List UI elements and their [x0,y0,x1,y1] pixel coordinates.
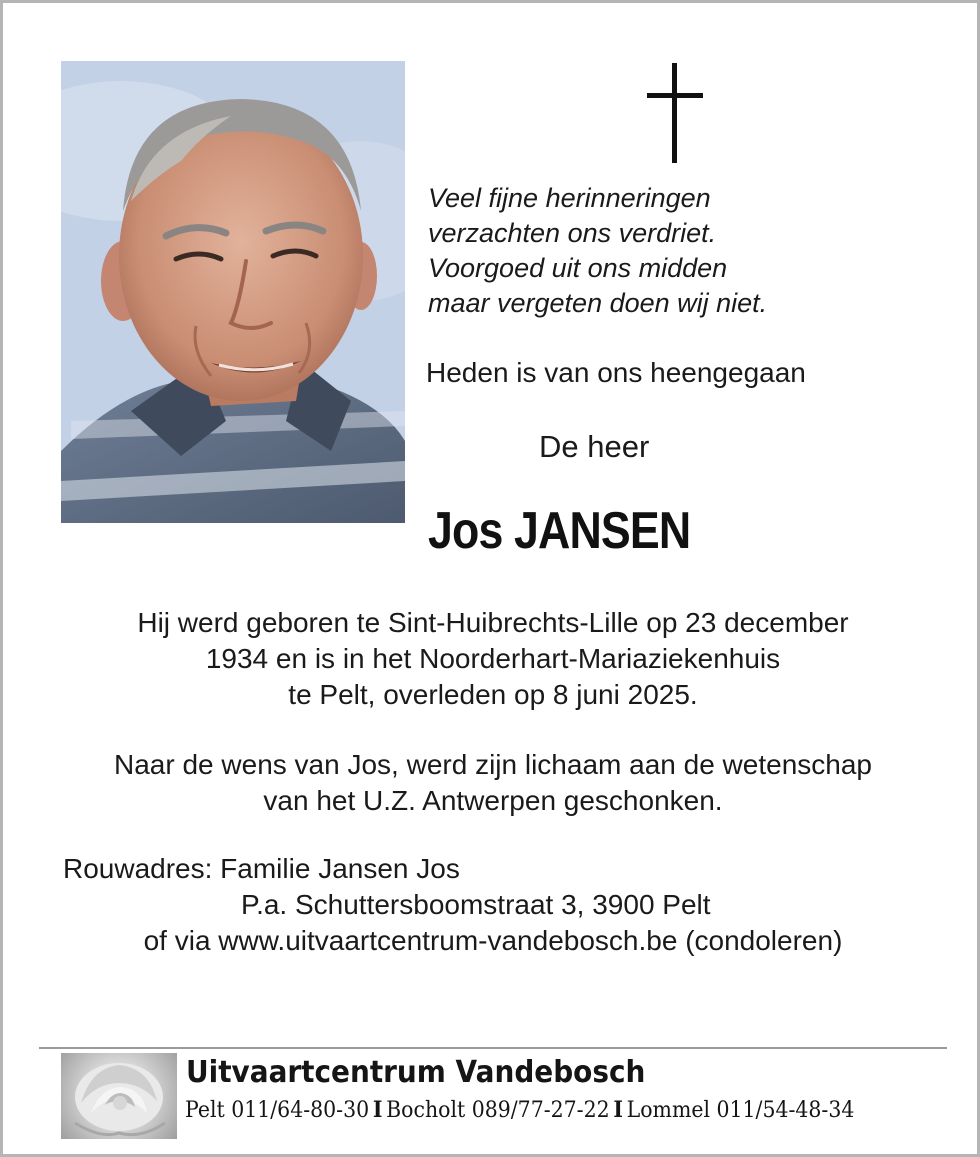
footer-divider [39,1047,947,1049]
contact-city: Bocholt [386,1098,466,1123]
detail-line: Hij werd geboren te Sint-Huibrechts-Lille op 23 december [137,607,849,638]
contact-phone: 011/64-80-30 [231,1098,370,1123]
birth-death-details [3,605,980,713]
funeral-home-name: Uitvaartcentrum Vandebosch [186,1055,646,1090]
contact-city: Lommel [626,1098,710,1123]
contact-phone: 089/77-27-22 [471,1098,610,1123]
detail-line: Naar de wens van Jos, werd zijn lichaam aan de wetenschap [114,749,872,780]
rose-illustration [61,1053,177,1139]
condolence-website: of via www.uitvaartcentrum-vandebosch.be (condoleren) [143,925,843,956]
rose-icon [61,1053,177,1139]
body-donation-note [3,747,980,819]
funeral-home-contacts [185,1097,854,1123]
memorial-poem [428,181,948,321]
deceased-name: Jos JANSEN [428,502,691,560]
detail-line: 1934 en is in het Noorderhart-Mariaziekenhuis [205,643,781,674]
announcement-intro: Heden is van ons heengegaan [426,357,806,388]
contact-separator: I [372,1097,383,1123]
poem-line: Voorgoed uit ons midden [428,253,728,283]
contact-city: Pelt [185,1098,225,1123]
portrait-photo [61,61,405,523]
cross-icon [643,63,707,163]
contact-phone: 011/54-48-34 [716,1098,855,1123]
detail-line: te Pelt, overleden op 8 juni 2025. [288,679,698,710]
poem-line: maar vergeten doen wij niet. [428,288,768,318]
poem-line: Veel fijne herinneringen [428,183,711,213]
portrait-illustration [61,61,405,523]
mourning-address-street: P.a. Schuttersboomstraat 3, 3900 Pelt [241,889,711,920]
poem-line: verzachten ons verdriet. [428,218,717,248]
detail-line: van het U.Z. Antwerpen geschonken. [263,785,723,816]
mourning-address-label: Rouwadres: Familie Jansen Jos [63,853,460,884]
honorific-title: De heer [539,429,650,464]
contact-separator: I [613,1097,623,1123]
